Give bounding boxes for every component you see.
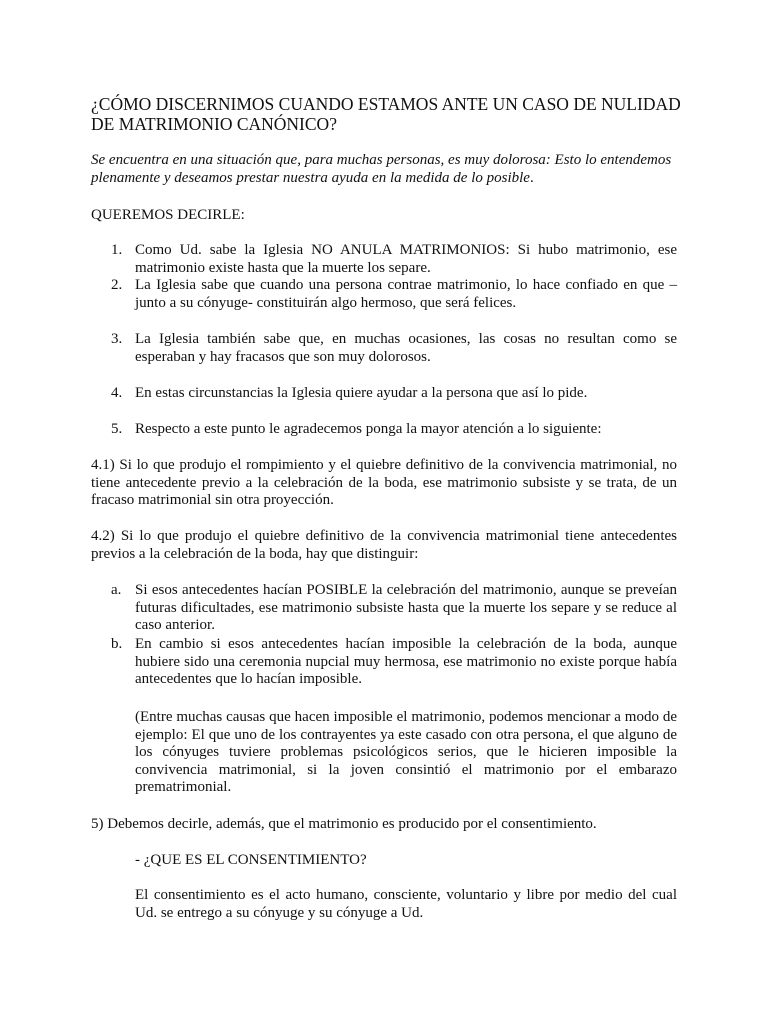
- list-item: [91, 331, 677, 366]
- list-item-number: 5.: [111, 421, 123, 437]
- intro-period: .: [529, 169, 534, 186]
- section-heading: QUEREMOS DECIRLE:: [91, 207, 245, 223]
- list-item: [91, 421, 677, 439]
- list-item-number: 3.: [111, 331, 123, 347]
- list-item-number: 1.: [111, 242, 123, 258]
- list-item-text: Respecto a este punto le agradecemos ponga la mayor atención a lo siguiente:: [135, 421, 602, 437]
- list-item: [91, 385, 677, 403]
- intro-paragraph: [91, 152, 691, 187]
- paragraph-4-1: 4.1) Si lo que produjo el rompimiento y el quiebre definitivo de la convivencia matrimonial, no tiene antecedente previo a la celebración de la boda, ese matrimonio subsiste y se trata, de un fracaso matrimonial sin otra proyección.: [91, 457, 677, 508]
- subheading: - ¿QUE ES EL CONSENTIMIENTO?: [135, 852, 367, 868]
- document-title: ¿CÓMO DISCERNIMOS CUANDO ESTAMOS ANTE UN CASO DE NULIDAD DE MATRIMONIO CANÓNICO?: [91, 94, 681, 134]
- list-item: [91, 582, 677, 635]
- list-item-text: La Iglesia también sabe que, en muchas ocasiones, las cosas no resultan como se esperaban y hay fracasos que son muy dolorosos.: [135, 331, 677, 365]
- paragraph-4-2: 4.2) Si lo que produjo el quiebre definitivo de la convivencia matrimonial tiene antecedentes previos a la celebración de la boda, hay que distinguir:: [91, 528, 677, 562]
- list-item-text: La Iglesia sabe que cuando una persona contrae matrimonio, lo hace confiado en que –junto a su cónyuge- constituirán algo hermoso, que será felices.: [135, 277, 677, 311]
- document-page: [91, 0, 681, 1024]
- list-item: [91, 636, 677, 689]
- list-item-number: 4.: [111, 385, 123, 401]
- definition-paragraph: El consentimiento es el acto humano, consciente, voluntario y libre por medio del cual Ud. se entrego a su cónyuge y su cónyuge a Ud.: [135, 887, 677, 921]
- paragraph-5: 5) Debemos decirle, además, que el matrimonio es producido por el consentimiento.: [91, 816, 597, 832]
- list-item-letter: b.: [111, 636, 123, 652]
- list-item-letter: a.: [111, 582, 122, 598]
- list-item-text: Como Ud. sabe la Iglesia NO ANULA MATRIMONIOS: Si hubo matrimonio, ese matrimonio existe hasta que la muerte los separe.: [135, 242, 677, 276]
- list-item-text: En cambio si esos antecedentes hacían imposible la celebración de la boda, aunque hubiere sido una ceremonia nupcial muy hermosa, ese matrimonio no existe porque había antecedentes que lo hacían imposible.: [135, 636, 677, 687]
- list-item-number: 2.: [111, 277, 123, 293]
- list-item: [91, 277, 677, 312]
- list-item-text: Si esos antecedentes hacían POSIBLE la celebración del matrimonio, aunque se preveían futuras dificultades, ese matrimonio subsiste hasta que la muerte los separe y se reduce al caso anterior.: [135, 582, 677, 633]
- intro-italic-text: Se encuentra en una situación que, para muchas personas, es muy dolorosa: Esto lo entendemos plenamente y deseamos prestar nuestra ayuda en la medida de lo posible: [91, 152, 672, 186]
- list-item: [91, 242, 677, 277]
- list-item-text: En estas circunstancias la Iglesia quiere ayudar a la persona que así lo pide.: [135, 385, 588, 401]
- parenthetical-paragraph: (Entre muchas causas que hacen imposible el matrimonio, podemos mencionar a modo de ejemplo: El que uno de los contrayentes ya este casado con otra persona, el que alguno de los cónyuges tuviere problemas psicológicos serios, que le hicieren imposible la convivencia matrimonial, si la joven consintió el matrimonio por el embarazo prematrimonial.: [135, 709, 677, 795]
